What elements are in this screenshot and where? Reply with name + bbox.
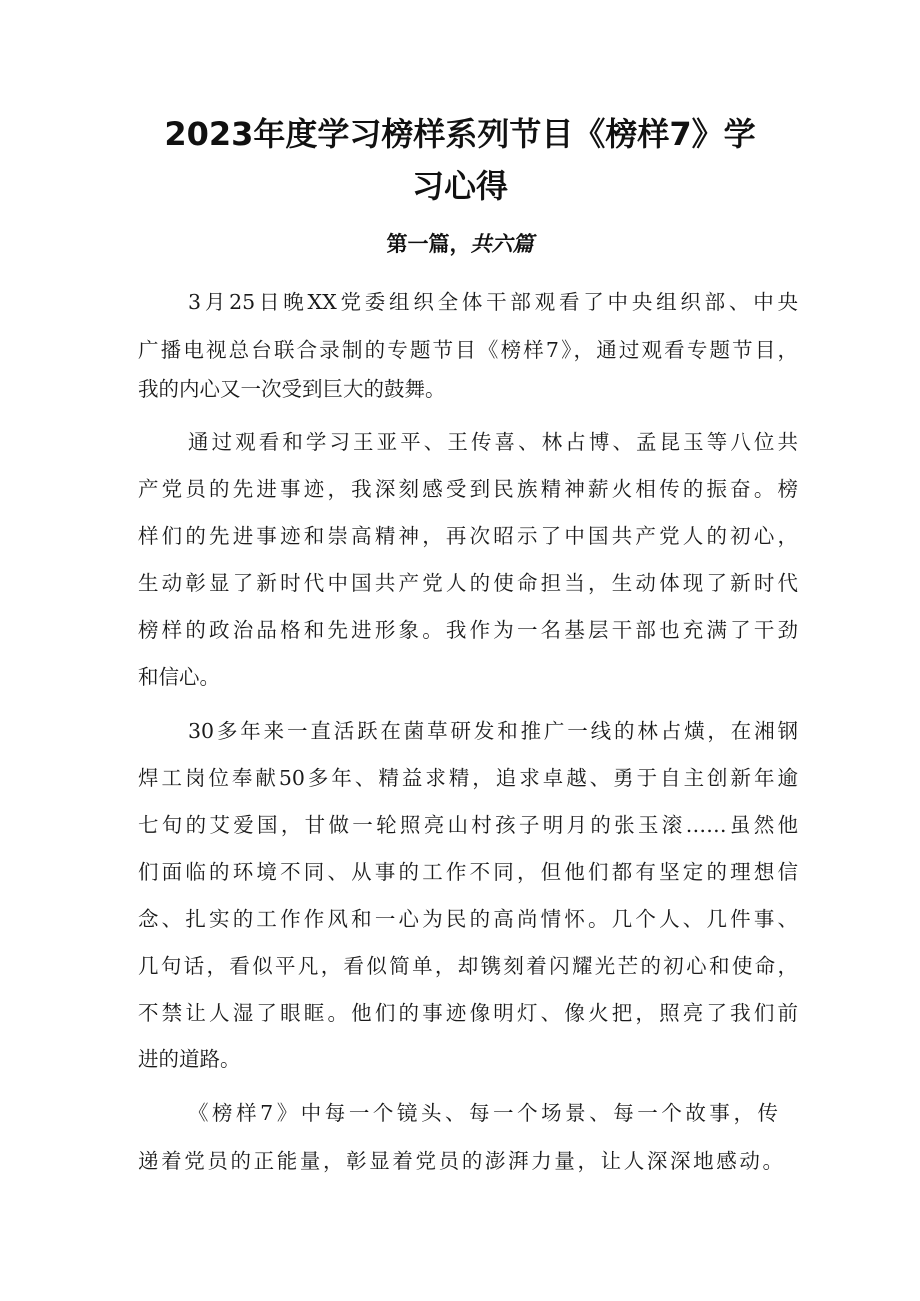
paragraph-3-line-5: 念、扎实的工作作风和一心为民的高尚情怀。几个人、几件事、: [138, 907, 798, 931]
paragraph-3-line-4: 们面临的环境不同、从事的工作不同，但他们都有坚定的理想信: [138, 860, 798, 884]
paragraph-3-line-6: 几句话，看似平凡，看似简单，却镌刻着闪耀光芒的初心和使命，: [138, 954, 798, 978]
paragraph-3-line-2: 焊工岗位奉献50多年、精益求精，追求卓越、勇于自主创新年逾: [138, 766, 798, 790]
paragraph-3-line-1: 30多年来一直活跃在菌草研发和推广一线的林占熿，在湘钢: [188, 719, 798, 743]
paragraph-4-line-2: 递着党员的正能量，彰显着党员的澎湃力量，让人深深地感动。: [138, 1149, 783, 1173]
paragraph-1-line-3: 我的内心又一次受到巨大的鼓舞。: [138, 377, 446, 401]
paragraph-3-line-7: 不禁让人湿了眼眶。他们的事迹像明灯、像火把，照亮了我们前: [138, 1001, 798, 1025]
paragraph-4-line-1: 《榜样7》中每一个镜头、每一个场景、每一个故事，传: [188, 1101, 778, 1125]
paragraph-2-line-5: 榜样的政治品格和先进形象。我作为一名基层干部也充满了干劲: [138, 618, 798, 642]
subtitle-total-label: 共六篇: [470, 232, 534, 256]
paragraph-2-line-3: 样们的先进事迹和崇高精神，再次昭示了中国共产党人的初心，: [138, 524, 798, 548]
document-title-line-1: 2023年度学习榜样系列节目《榜样7》学: [164, 115, 756, 153]
paragraph-1-line-2: 广播电视总台联合录制的专题节目《榜样7》，通过观看专题节目，: [138, 338, 798, 362]
subtitle-part-label: 第一篇，: [386, 232, 471, 256]
paragraph-3-line-8: 进的道路。: [138, 1047, 241, 1071]
paragraph-2-line-2: 产党员的先进事迹，我深刻感受到民族精神薪火相传的振奋。榜: [138, 477, 798, 501]
paragraph-1-line-1: 3月25日晚XX党委组织全体干部观看了中央组织部、中央: [188, 290, 798, 314]
paragraph-3-line-3: 七旬的艾爱国，甘做一轮照亮山村孩子明月的张玉滚……虽然他: [138, 813, 798, 837]
document-subtitle: [0, 228, 920, 260]
paragraph-2-line-1: 通过观看和学习王亚平、王传喜、林占博、孟昆玉等八位共: [188, 430, 798, 454]
paragraph-2-line-4: 生动彰显了新时代中国共产党人的使命担当，生动体现了新时代: [138, 571, 798, 595]
paragraph-2-line-6: 和信心。: [138, 665, 220, 689]
document-title-line-2: 习心得: [411, 167, 508, 205]
